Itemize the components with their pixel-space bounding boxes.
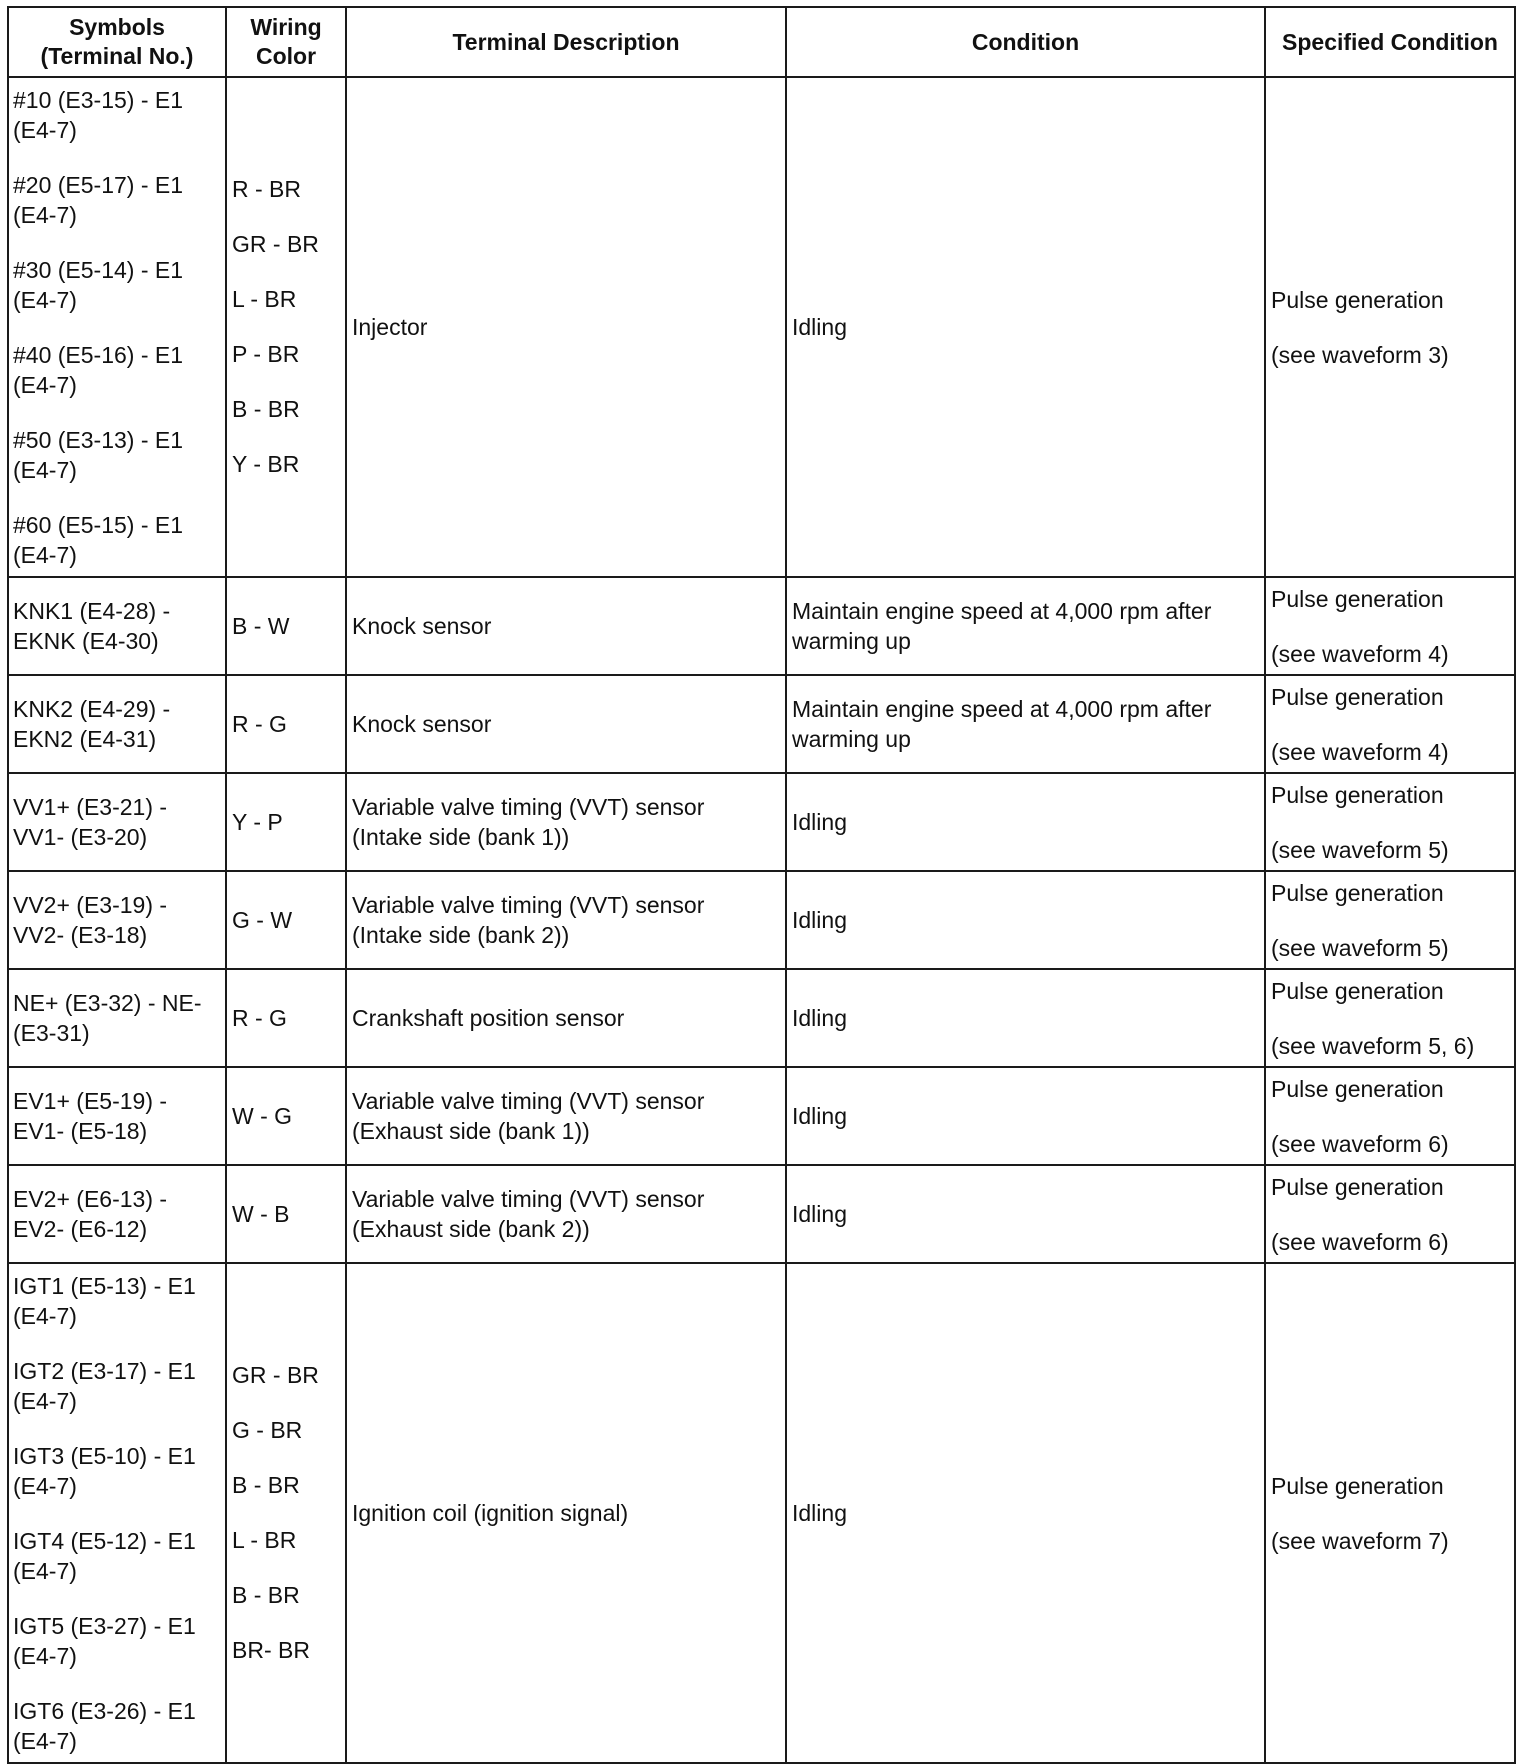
table-row [8, 1263, 1515, 1763]
specified-condition-cell: Pulse generation (see waveform 3) [1265, 77, 1515, 577]
description-cell: Variable valve timing (VVT) sensor (Exhaust side (bank 2)) [346, 1165, 786, 1263]
wiring-color-cell: W - B [226, 1165, 346, 1263]
wiring-color-cell: R - BR GR - BR L - BR P - BR B - BR Y - BR [226, 77, 346, 577]
description-cell: Injector [346, 77, 786, 577]
specified-condition-cell: Pulse generation (see waveform 5) [1265, 871, 1515, 969]
specified-condition-cell: Pulse generation (see waveform 4) [1265, 577, 1515, 675]
symbols-cell: EV1+ (E5-19) - EV1- (E5-18) [8, 1067, 226, 1165]
table-row [8, 773, 1515, 871]
wiring-color-cell: W - G [226, 1067, 346, 1165]
wiring-color-cell: R - G [226, 675, 346, 773]
header-wiring-color: Wiring Color [226, 7, 346, 77]
table-row [8, 1067, 1515, 1165]
specified-condition-cell: Pulse generation (see waveform 7) [1265, 1263, 1515, 1763]
wiring-color-cell: G - W [226, 871, 346, 969]
specified-condition-cell: Pulse generation (see waveform 5, 6) [1265, 969, 1515, 1067]
wiring-color-cell: R - G [226, 969, 346, 1067]
specified-condition-cell: Pulse generation (see waveform 6) [1265, 1067, 1515, 1165]
specified-condition-cell: Pulse generation (see waveform 5) [1265, 773, 1515, 871]
header-symbols: Symbols (Terminal No.) [8, 7, 226, 77]
table-row [8, 871, 1515, 969]
header-condition: Condition [786, 7, 1265, 77]
condition-cell: Idling [786, 871, 1265, 969]
description-cell: Knock sensor [346, 577, 786, 675]
condition-cell: Idling [786, 773, 1265, 871]
wiring-color-cell: GR - BR G - BR B - BR L - BR B - BR BR- BR [226, 1263, 346, 1763]
table-row [8, 1165, 1515, 1263]
table-row [8, 675, 1515, 773]
condition-cell: Idling [786, 77, 1265, 577]
symbols-cell: VV2+ (E3-19) - VV2- (E3-18) [8, 871, 226, 969]
description-cell: Crankshaft position sensor [346, 969, 786, 1067]
description-cell: Variable valve timing (VVT) sensor (Intake side (bank 1)) [346, 773, 786, 871]
condition-cell: Idling [786, 1067, 1265, 1165]
description-cell: Ignition coil (ignition signal) [346, 1263, 786, 1763]
specified-condition-cell: Pulse generation (see waveform 4) [1265, 675, 1515, 773]
header-row [8, 7, 1515, 77]
symbols-cell: VV1+ (E3-21) - VV1- (E3-20) [8, 773, 226, 871]
symbols-cell: KNK2 (E4-29) - EKN2 (E4-31) [8, 675, 226, 773]
symbols-cell: EV2+ (E6-13) - EV2- (E6-12) [8, 1165, 226, 1263]
symbols-cell: IGT1 (E5-13) - E1 (E4-7) IGT2 (E3-17) - E1 (E4-7) IGT3 (E5-10) - E1 (E4-7) IGT4 (E5-12) - E1 (E4-7) IGT5 (E3-27) - E1 (E4-7) IGT6 (E3-26) - E1 (E4-7) [8, 1263, 226, 1763]
description-cell: Variable valve timing (VVT) sensor (Exhaust side (bank 1)) [346, 1067, 786, 1165]
specified-condition-cell: Pulse generation (see waveform 6) [1265, 1165, 1515, 1263]
condition-cell: Maintain engine speed at 4,000 rpm after warming up [786, 577, 1265, 675]
header-terminal-description: Terminal Description [346, 7, 786, 77]
description-cell: Knock sensor [346, 675, 786, 773]
description-cell: Variable valve timing (VVT) sensor (Intake side (bank 2)) [346, 871, 786, 969]
symbols-cell: NE+ (E3-32) - NE- (E3-31) [8, 969, 226, 1067]
wiring-color-cell: Y - P [226, 773, 346, 871]
condition-cell: Idling [786, 969, 1265, 1067]
condition-cell: Idling [786, 1263, 1265, 1763]
symbols-cell: #10 (E3-15) - E1 (E4-7) #20 (E5-17) - E1 (E4-7) #30 (E5-14) - E1 (E4-7) #40 (E5-16) - E1 (E4-7) #50 (E3-13) - E1 (E4-7) #60 (E5-15) - E1 (E4-7) [8, 77, 226, 577]
condition-cell: Maintain engine speed at 4,000 rpm after warming up [786, 675, 1265, 773]
table-row [8, 577, 1515, 675]
symbols-cell: KNK1 (E4-28) - EKNK (E4-30) [8, 577, 226, 675]
header-specified-condition: Specified Condition [1265, 7, 1515, 77]
condition-cell: Idling [786, 1165, 1265, 1263]
table-row [8, 969, 1515, 1067]
terminal-spec-table [7, 6, 1516, 1764]
table-row [8, 77, 1515, 577]
wiring-color-cell: B - W [226, 577, 346, 675]
